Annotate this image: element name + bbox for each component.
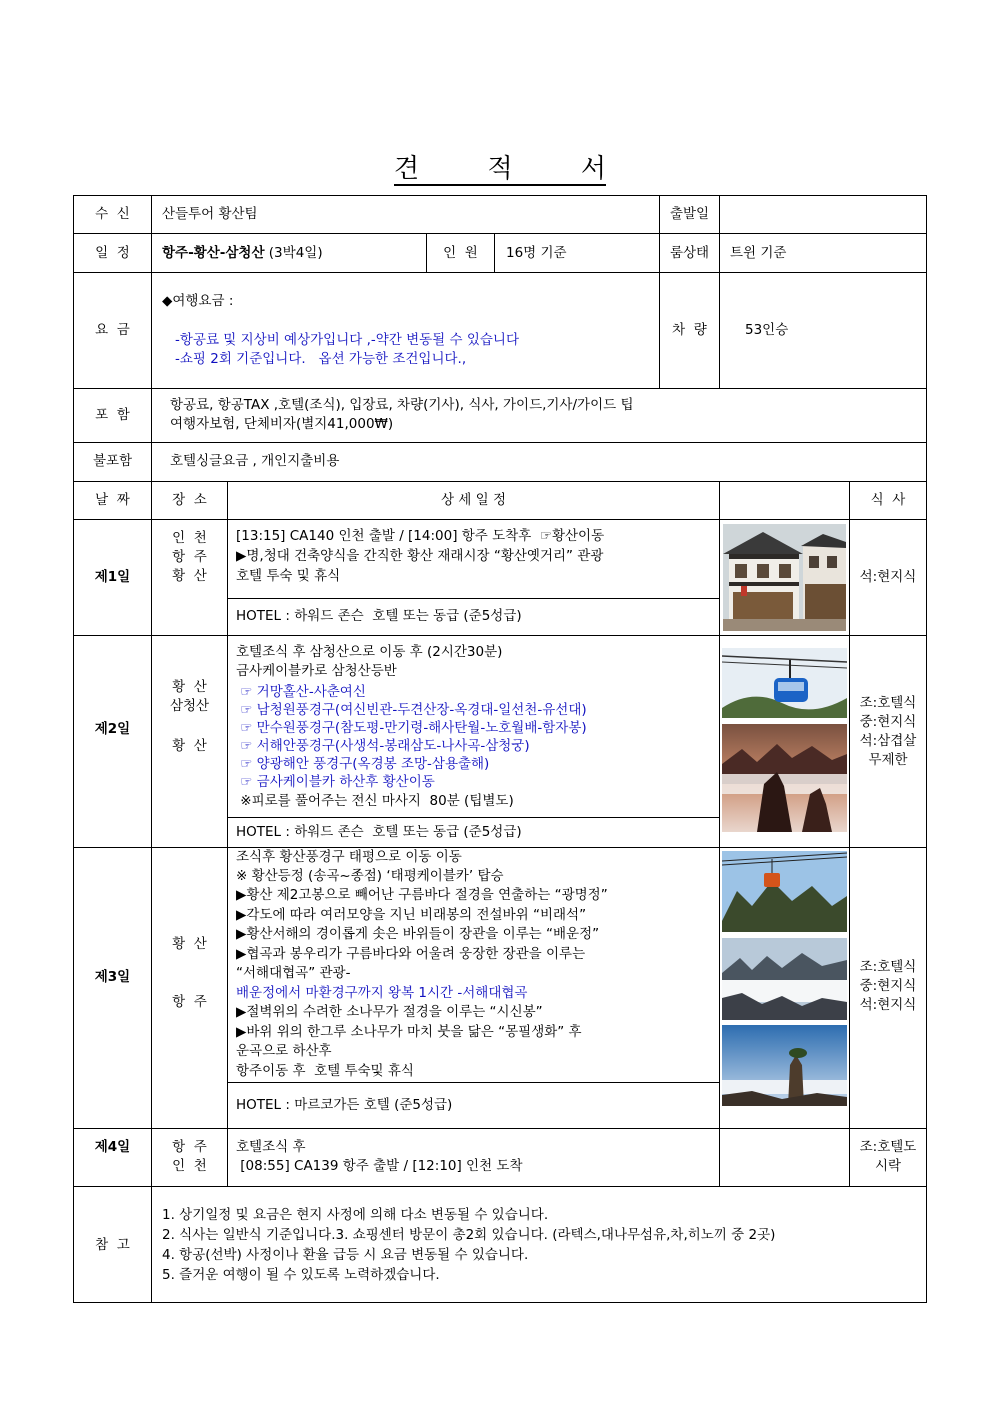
day1-photo-old-street: [723, 524, 846, 631]
day4-meal-1: 조:호텔도: [859, 1139, 917, 1155]
day3-line-5: ▶황산서해의 경이롭게 솟은 바위들이 장관을 이루는 “배운정”: [236, 926, 600, 942]
day3-place-cell: [151, 847, 228, 1129]
day2-date-cell: [73, 635, 152, 848]
day2-place-1: 황 산: [172, 679, 207, 695]
day2-line-4: ☞ 남청원풍경구(여신빈관-두견산장-옥경대-일선천-유선대): [236, 702, 587, 718]
price-label: 요 금: [95, 322, 130, 338]
title-char-1: 견: [394, 153, 420, 184]
day1-place-2: 항 주: [172, 549, 207, 565]
price-line-1: -항공료 및 지상비 예상가입니다 ,-약간 변동될 수 있습니다: [175, 332, 520, 348]
day3-date-cell: [73, 847, 152, 1129]
day3-line-2: ※ 황산등정 (송곡~종점) ‘태평케이블카’ 탑승: [236, 868, 504, 884]
day2-line-5: ☞ 만수원풍경구(참도평-만기령-해사탄월-노호월배-함자봉): [236, 720, 587, 736]
price-title: ◆여행요금 :: [162, 293, 234, 309]
note-2: 2. 식사는 일반식 기준입니다.3. 쇼핑센터 방문이 총2회 있습니다. (라텍스,대나무섬유,차,히노끼 중 2곳): [162, 1227, 776, 1243]
day4-date-cell: [73, 1128, 152, 1187]
day4-label: 제4일: [94, 1139, 131, 1155]
exclude-value: 호텔싱글요금 , 개인지출비용: [170, 453, 340, 469]
vehicle-label: 차 량: [672, 322, 707, 338]
col-date: 날 짜: [95, 492, 130, 508]
day3-line-8: 배운정에서 마환경구까지 왕복 1시간 -서해대협곡: [236, 985, 528, 1001]
day4-photo-cell: [719, 1128, 850, 1187]
day3-photo-pine-rock: [722, 1025, 847, 1106]
col-meal: 식 사: [870, 492, 906, 508]
day4-line-1: 호텔조식 후: [236, 1139, 306, 1155]
day2-hotel: HOTEL : 하워드 존슨 호텔 또는 동급 (준5성급): [236, 824, 522, 840]
schedule-route: 항주-황산-삼청산: [162, 245, 265, 261]
day3-line-7: “서해대협곡” 관광-: [236, 965, 351, 981]
day4-place-1: 항 주: [172, 1139, 207, 1155]
schedule-label: 일 정: [95, 245, 130, 261]
day4-meal-2: 시락: [874, 1158, 902, 1174]
col-detail: 상 세 일 정: [440, 492, 507, 508]
day1-place-3: 황 산: [172, 568, 207, 584]
departure-cell: [719, 195, 927, 234]
day2-meal-4: 무제한: [868, 752, 908, 768]
day2-line-7: ☞ 양광해안 풍경구(옥경봉 조망-삼용출해): [236, 756, 490, 772]
day3-line-12: 항주이동 후 호텔 투숙및 휴식: [236, 1063, 414, 1079]
day3-line-6: ▶협곡과 봉우리가 구름바다와 어울려 웅장한 장관을 이루는: [236, 946, 586, 962]
day1-place-1: 인 천: [172, 530, 207, 546]
exclude-label: 불포함: [92, 453, 133, 469]
day3-line-4: ▶각도에 따라 여러모양을 지닌 비래봉의 전설바위 “비래석”: [236, 907, 587, 923]
include-line-1: 항공료, 항공TAX ,호텔(조식), 입장료, 차량(기사), 식사, 가이드,기사/가이드 팁: [170, 397, 634, 413]
vehicle-value: 53인승: [745, 322, 789, 338]
include-label: 포 함: [95, 407, 130, 423]
day2-meal-1: 조:호텔식: [859, 695, 917, 711]
day1-line-1: [13:15] CA140 인천 출발 / [14:00] 항주 도착후 ☞황산이동: [236, 528, 605, 544]
day3-line-9: ▶절벽위의 수려한 소나무가 절경을 이루는 “시신봉”: [236, 1004, 543, 1020]
document-title: [394, 148, 606, 186]
schedule-duration: (3박4일): [264, 245, 323, 261]
day2-line-1: 호텔조식 후 삼청산으로 이동 후 (2시간30분): [236, 644, 503, 660]
day3-photo-cable-car: [722, 851, 847, 932]
note-3: 4. 항공(선박) 사정이나 환율 급등 시 요금 변동될 수 있습니다.: [162, 1247, 529, 1263]
day2-line-2: 금사케이블카로 삼청산등반: [236, 663, 397, 679]
day1-line-3: 호텔 투숙 및 휴식: [236, 568, 341, 584]
schedule-value: [162, 244, 323, 263]
day3-line-3: ▶황산 제2고봉으로 빼어난 구름바다 절경을 연출하는 “광명정”: [236, 887, 608, 903]
note-4: 5. 즐거운 여행이 될 수 있도록 노력하겠습니다.: [162, 1267, 440, 1283]
day3-label: 제3일: [94, 969, 131, 985]
day2-line-8: ☞ 금사케이블카 하산후 황산이동: [236, 774, 435, 790]
col-place: 장 소: [172, 492, 207, 508]
notes-label: 참 고: [95, 1237, 130, 1253]
day3-line-1: 조식후 황산풍경구 태평으로 이동 이동: [236, 849, 462, 865]
people-label: 인 원: [443, 245, 478, 261]
day1-line-2: ▶명,청대 건축양식을 간직한 황산 재래시장 “황산옛거리” 관광: [236, 548, 604, 564]
day2-photo-mountain-sea: [722, 724, 847, 832]
day2-place-4: 황 산: [172, 738, 207, 754]
day2-line-6: ☞ 서해안풍경구(사생석-봉래삼도-나사곡-삼청궁): [236, 738, 530, 754]
day3-place-3: 항 주: [172, 994, 207, 1010]
include-line-2: 여행자보험, 단체비자(별지41,000₩): [170, 416, 394, 432]
day3-meal-1: 조:호텔식: [859, 959, 917, 975]
day2-line-3: ☞ 거망홀산-사춘여신: [236, 684, 366, 700]
day3-hotel: HOTEL : 마르코가든 호텔 (준5성급): [236, 1097, 453, 1113]
day1-hotel: HOTEL : 하워드 존슨 호텔 또는 동급 (준5성급): [236, 608, 522, 624]
day1-label: 제1일: [94, 569, 131, 585]
recipient-label: 수 신: [95, 206, 130, 222]
departure-label: 출발일: [669, 206, 710, 222]
day2-meal-3: 석:삼겹살: [859, 733, 917, 749]
day3-photo-sea-of-clouds: [722, 938, 847, 1020]
title-char-3: 서: [580, 153, 606, 184]
day2-photo-cable-car: [722, 648, 847, 718]
day3-line-10: ▶바위 위의 한그루 소나무가 마치 붓을 닮은 “몽필생화” 후: [236, 1024, 582, 1040]
day3-place-1: 황 산: [172, 936, 207, 952]
title-char-2: 적: [487, 153, 513, 184]
day2-place-2: 삼청산: [169, 698, 210, 714]
room-value: 트윈 기준: [730, 245, 787, 261]
day1-meal-1: 석:현지식: [859, 569, 917, 585]
day3-meal-2: 중:현지식: [859, 978, 917, 994]
day2-label: 제2일: [94, 721, 131, 737]
people-value: 16명 기준: [506, 245, 567, 261]
day3-line-11: 운곡으로 하산후: [236, 1043, 332, 1059]
day2-meal-2: 중:현지식: [859, 714, 917, 730]
day4-line-2: [08:55] CA139 항주 출발 / [12:10] 인천 도착: [236, 1158, 523, 1174]
day4-place-2: 인 천: [172, 1158, 207, 1174]
day2-line-9: ※피로를 풀어주는 전신 마사지 80분 (팁별도): [236, 793, 514, 809]
note-1: 1. 상기일정 및 요금은 현지 사정에 의해 다소 변동될 수 있습니다.: [162, 1207, 549, 1223]
room-label: 룸상태: [669, 245, 710, 261]
day3-meal-3: 석:현지식: [859, 997, 917, 1013]
col-photo-cell: [719, 481, 850, 520]
recipient-value: 산들투어 황산팀: [162, 206, 258, 222]
price-line-2: -쇼핑 2회 기준입니다. 옵션 가능한 조건입니다.,: [175, 351, 467, 367]
